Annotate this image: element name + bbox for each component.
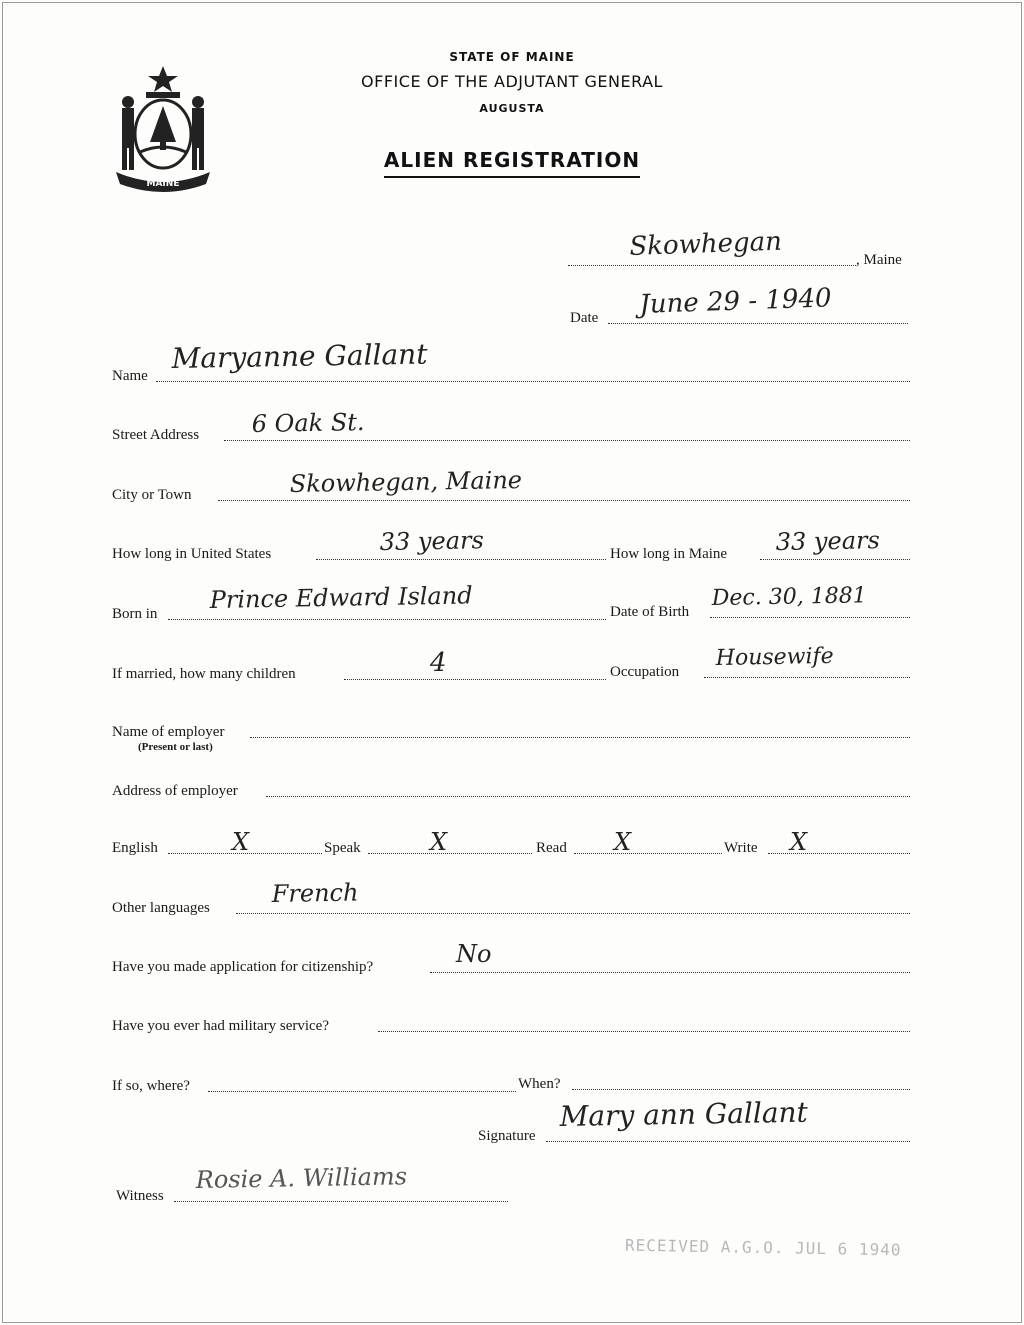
how-long-us-label: How long in United States	[112, 546, 272, 562]
witness-value: Rosie A. Williams	[195, 1162, 408, 1194]
name-line	[156, 381, 910, 382]
street-label: Street Address	[112, 427, 200, 443]
how-long-maine-line	[760, 559, 910, 560]
born-in-value: Prince Edward Island	[209, 581, 473, 614]
write-value: X	[790, 828, 808, 856]
maine-label: , Maine	[856, 252, 902, 268]
read-line	[574, 853, 722, 854]
city-town-label: City or Town	[112, 487, 192, 503]
where-label: If so, where?	[112, 1078, 190, 1094]
children-label: If married, how many children	[112, 666, 296, 682]
speak-value: X	[430, 828, 448, 856]
how-long-maine-value: 33 years	[775, 526, 881, 556]
street-line	[224, 440, 910, 441]
date-of-birth-value: Dec. 30, 1881	[711, 583, 867, 611]
date-value: June 29 - 1940	[638, 283, 833, 320]
english-label: English	[112, 840, 158, 856]
born-in-line	[168, 619, 606, 620]
signature-line	[546, 1141, 910, 1142]
signature-label: Signature	[478, 1128, 536, 1144]
name-value: Maryanne Gallant	[171, 337, 428, 375]
when-label: When?	[518, 1076, 561, 1092]
other-languages-label: Other languages	[112, 900, 210, 916]
page-border	[2, 2, 1022, 1323]
employer-sublabel: (Present or last)	[138, 741, 213, 753]
english-value: X	[232, 828, 250, 856]
how-long-maine-label: How long in Maine	[610, 546, 728, 562]
state-heading: STATE OF MAINE	[449, 50, 575, 64]
employer-address-line	[266, 796, 910, 797]
children-line	[344, 679, 606, 680]
street-value: 6 Oak St.	[251, 408, 365, 438]
office-heading: OFFICE OF THE ADJUTANT GENERAL	[361, 72, 663, 91]
received-stamp: RECEIVED A.G.O. JUL 6 1940	[624, 1235, 902, 1260]
speak-label: Speak	[324, 840, 361, 856]
town-line	[568, 265, 856, 266]
city-town-value: Skowhegan, Maine	[289, 465, 523, 498]
date-line	[608, 323, 908, 324]
citizenship-label: Have you made application for citizenship?	[112, 959, 374, 975]
witness-label: Witness	[116, 1188, 164, 1204]
born-in-label: Born in	[112, 606, 158, 622]
date-of-birth-line	[710, 617, 910, 618]
citizenship-line	[430, 972, 910, 973]
speak-line	[368, 853, 532, 854]
where-line	[208, 1091, 516, 1092]
employer-line	[250, 737, 910, 738]
town-value: Skowhegan	[628, 226, 783, 262]
witness-line	[174, 1201, 508, 1202]
form-title: ALIEN REGISTRATION	[0, 148, 1024, 172]
occupation-label: Occupation	[610, 664, 680, 680]
employer-address-label: Address of employer	[112, 783, 238, 799]
military-label: Have you ever had military service?	[112, 1018, 329, 1034]
read-label: Read	[536, 840, 567, 856]
occupation-line	[704, 677, 910, 678]
date-label: Date	[570, 310, 599, 326]
military-line	[378, 1031, 910, 1032]
how-long-us-line	[316, 559, 606, 560]
city-heading: AUGUSTA	[479, 102, 545, 115]
children-value: 4	[430, 648, 447, 678]
read-value: X	[614, 828, 632, 856]
signature-value: Mary ann Gallant	[559, 1095, 809, 1133]
citizenship-value: No	[456, 940, 492, 968]
date-of-birth-label: Date of Birth	[610, 604, 690, 620]
employer-label: Name of employer	[112, 724, 225, 740]
city-town-line	[218, 500, 910, 501]
name-label: Name	[112, 368, 148, 384]
seal-text: MAINE	[146, 179, 180, 189]
when-line	[572, 1089, 910, 1090]
other-languages-value: French	[271, 878, 359, 908]
write-label: Write	[724, 840, 758, 856]
how-long-us-value: 33 years	[379, 526, 485, 556]
other-languages-line	[236, 913, 910, 914]
occupation-value: Housewife	[715, 643, 834, 671]
